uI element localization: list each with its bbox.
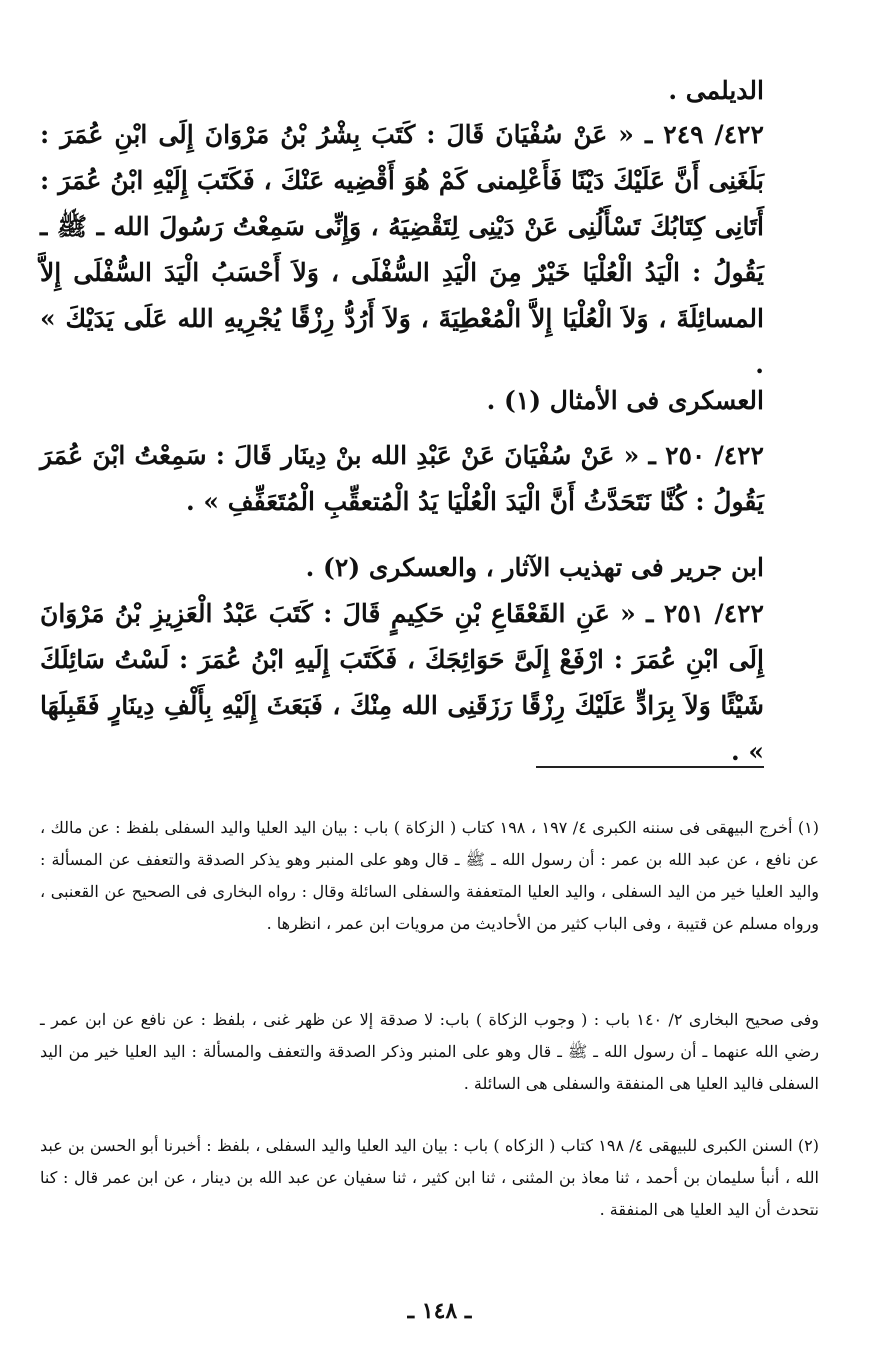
intro-line: الديلمى .	[668, 76, 764, 105]
hadith-249	[40, 112, 764, 388]
hadith-text: « عَنْ سُفْيَانَ عَنْ عَبْدِ الله بنْ دِينَار قَالَ : سَمِعْتُ ابْنَ عُمَرَ يَقُولُ : كُنَّا نَتَحَدَّثُ أَنَّ الْيَدَ الْعُلْيَا يَدُ الْمُتعقِّبِ الْمُتَعَفِّفِ » .	[40, 441, 764, 516]
hadith-251	[40, 591, 764, 775]
page-number: ـ ١٤٨ ـ	[407, 1298, 472, 1324]
hadith-number: ٤٢٢/ ٢٥١ ـ	[646, 599, 764, 628]
hadith-text: « عَنْ سُفْيَانَ قَالَ : كَتَبَ بِشْرُ بْنُ مَرْوَانَ إِلَى ابْنِ عُمَرَ : بَلَغَنِى أَنَّ عَلَيْكَ دَيْنًا فَأَعْلِمنى كَمْ هُوَ أَقْضِيه عَنْكَ ، فَكَتَبَ إِلَيْهِ ابْنُ عُمَرَ : أَتَانِى كِتَابُكَ تَسْأَلُنِى عَنْ دَيْنِى لِتَقْضِيَهُ ، وَإِنِّى سَمِعْتُ رَسُولَ الله ـ ﷺ ـ يَقُولُ : الْيَدُ الْعُلْيَا خَيْرٌ مِنَ الْيَدِ السُّفْلَى ، وَلاَ أَحْسَبُ الْيَدَ السُّفْلَى إِلاَّ المسائِلَةَ ، وَلاَ الْعُلْيَا إِلاَّ الْمُعْطِيَةَ ، وَلاَ أَرُدُّ رِزْقًا يُجْرِيهِ الله عَلَى يَدَيْكَ » .	[40, 120, 764, 379]
hadith-number: ٤٢٢/ ٢٤٩ ـ	[644, 120, 764, 149]
footnote-1: (١) أخرج البيهقى فى سننه الكبرى ٤/ ١٩٧ ، ١٩٨ كتاب ( الزكاة ) باب : بيان اليد العليا واليد السفلى بلفظ : عن مالك ، عن نافع ، عن عبد الله بن عمر : أن رسول الله ـ ﷺ ـ قال وهو على المنبر وهو يذكر الصدقة والتعفف عن المسألة : واليد العليا خير من اليد السفلى ، واليد العليا المتعففة والسفلى السائلة وقال : رواه البخارى فى الصحيح عن القعنبى ، ورواه مسلم عن قتيبة ، وفى الباب كثير من الأحاديث من مرويات ابن عمر ، انظرها .	[40, 818, 820, 933]
hadith-source: ابن جرير فى تهذيب الآثار ، والعسكرى (٢) .	[305, 553, 764, 582]
footnote-1-continued: وفى صحيح البخارى ٢/ ١٤٠ باب : ( وجوب الزكاة ) باب: لا صدقة إلا عن ظهر غنى ، بلفظ : عن نافع عن ابن عمر ـ رضي الله عنهما ـ أن رسول الله ـ ﷺ ـ قال وهو على المنبر وذكر الصدقة والتعفف والمسألة : اليد العليا خير من اليد السفلى فاليد العليا هى المنفقة والسفلى هى السائلة .	[40, 1010, 820, 1093]
footnote-divider	[536, 766, 764, 768]
hadith-250	[40, 433, 764, 525]
hadith-text: « عَنِ القَعْقَاعِ بْنِ حَكِيمٍ قَالَ : كَتَبَ عَبْدُ الْعَزِيزِ بْنُ مَرْوَانَ إِلَى ابْنِ عُمَرَ : ارْفَعْ إِلَىَّ حَوَائِجَكَ ، فَكَتَبَ إِلَيهِ ابْنُ عُمَرَ : لَسْتُ سَائِلَكَ شَيْئًا وَلاَ بِرَادٍّ عَلَيْكَ رِزْقًا رَزَقَنِى الله مِنْكَ ، فَبَعَثَ إِلَيْهِ بِأَلْفِ دِينَارٍ فَقَبِلَهَا » .	[40, 599, 764, 766]
footnote-2: (٢) السنن الكبرى للبيهقى ٤/ ١٩٨ كتاب ( الزكاه ) باب : بيان اليد العليا واليد السفلى ، بلفظ : أخبرنا أبو الحسن بن عبد الله ، أنبأ سليمان بن أحمد ، ثنا معاذ بن المثنى ، ثنا ابن كثير ، ثنا سفيان عن عبد الله بن دينار ، عن ابن عمر قال : كنا نتحدث أن اليد العليا هى المنفقة .	[40, 1136, 820, 1219]
hadith-source: العسكرى فى الأمثال (١) .	[486, 386, 764, 415]
hadith-number: ٤٢٢/ ٢٥٠ ـ	[648, 441, 764, 470]
